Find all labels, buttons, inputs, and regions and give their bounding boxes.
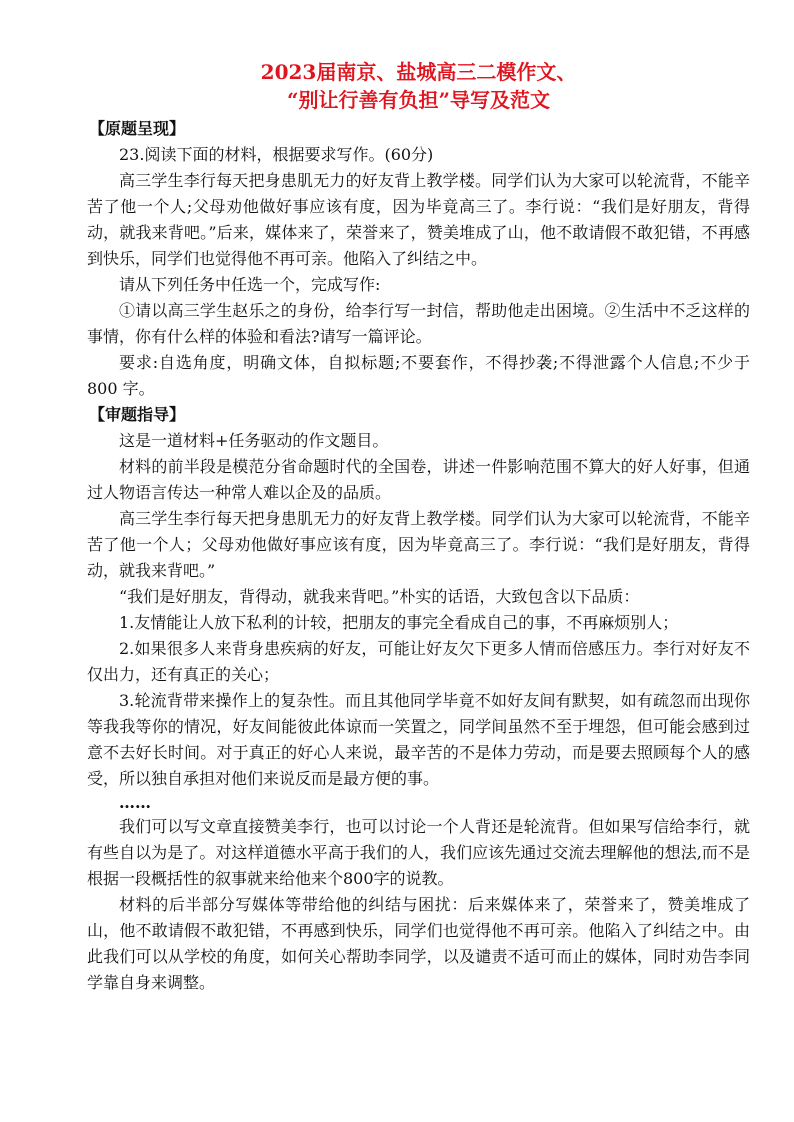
ellipsis: …… <box>119 793 151 812</box>
paragraph: “我们是好朋友，背得动，就我来背吧。”朴实的话语，大致包含以下品质： <box>119 587 640 606</box>
paragraph: 高三学生李行每天把身患肌无力的好友背上教学楼。同学们认为大家可以轮流背，不能辛苦了他一个人；父母劝他做好事应该有度，因为毕竟高三了。李行说：“我们是好朋友，背得动，就我来背吧。” <box>87 509 750 580</box>
section-heading-original-question: 【原题呈现】 <box>89 119 186 138</box>
section-heading-guidance: 【审题指导】 <box>89 405 186 424</box>
paragraph: 23.阅读下面的材料，根据要求写作。(60分) <box>119 145 434 164</box>
paragraph: 1.友情能让人放下私利的计较，把朋友的事完全看成自己的事，不再麻烦别人； <box>119 613 679 632</box>
paragraph: 2.如果很多人来背身患疾病的好友，可能让好友欠下更多人情而倍感压力。李行对好友不仅出力，还有真正的关心； <box>87 639 750 684</box>
paragraph: 材料的后半部分写媒体等带给他的纠结与困扰：后来媒体来了，荣誉来了，赞美堆成了山，他不敢请假不敢犯错，不再感到快乐，同学们也觉得他不再可亲。他陷入了纠结之中。由此我们可以从学校的角度，如何关心帮助李同学，以及谴责不适可而止的媒体，同时劝告李同学靠自身来调整。 <box>87 895 750 992</box>
paragraph: ①请以高三学生赵乐之的身份，给李行写一封信，帮助他走出困境。②生活中不乏这样的事情，你有什么样的体验和看法?请写一篇评论。 <box>87 301 750 346</box>
paragraph: 要求:自选角度，明确文体，自拟标题;不要套作，不得抄袭;不得泄露个人信息;不少于 800 字。 <box>87 353 750 398</box>
document-body <box>87 116 750 996</box>
paragraph: 3.轮流背带来操作上的复杂性。而且其他同学毕竟不如好友间有默契，如有疏忽而出现你等我我等你的情况，好友间能彼此体谅而一笑置之，同学间虽然不至于埋怨，但可能会感到过意不去好长时间。对于真正的好心人来说，最辛苦的不是体力劳动，而是要去照顾每个人的感受，所以独自承担对他们来说反而是最方便的事。 <box>87 691 750 788</box>
paragraph: 高三学生李行每天把身患肌无力的好友背上教学楼。同学们认为大家可以轮流背，不能辛苦了他一个人;父母劝他做好事应该有度，因为毕竟高三了。李行说：“我们是好朋友，背得动，就我来背吧。”后来，媒体来了，荣誉来了，赞美堆成了山，他不敢请假不敢犯错，不再感到快乐，同学们也觉得他不再可亲。他陷入了纠结之中。 <box>87 171 750 268</box>
paragraph: 材料的前半段是模范分省命题时代的全国卷，讲述一件影响范围不算大的好人好事，但通过人物语言传达一种常人难以企及的品质。 <box>87 457 750 502</box>
paragraph: 我们可以写文章直接赞美李行，也可以讨论一个人背还是轮流背。但如果写信给李行，就有些自以为是了。对这样道德水平高于我们的人，我们应该先通过交流去理解他的想法,而不是根据一段概括性的叙事就来给他来个800字的说教。 <box>87 817 750 888</box>
document-title <box>87 58 750 114</box>
title-line-2: “别让行善有负担”导写及范文 <box>286 88 550 112</box>
title-line-1: 2023届南京、盐城高三二模作文、 <box>260 60 577 84</box>
paragraph: 请从下列任务中任选一个，完成写作: <box>119 275 381 294</box>
paragraph: 这是一道材料+任务驱动的作文题目。 <box>119 431 389 450</box>
